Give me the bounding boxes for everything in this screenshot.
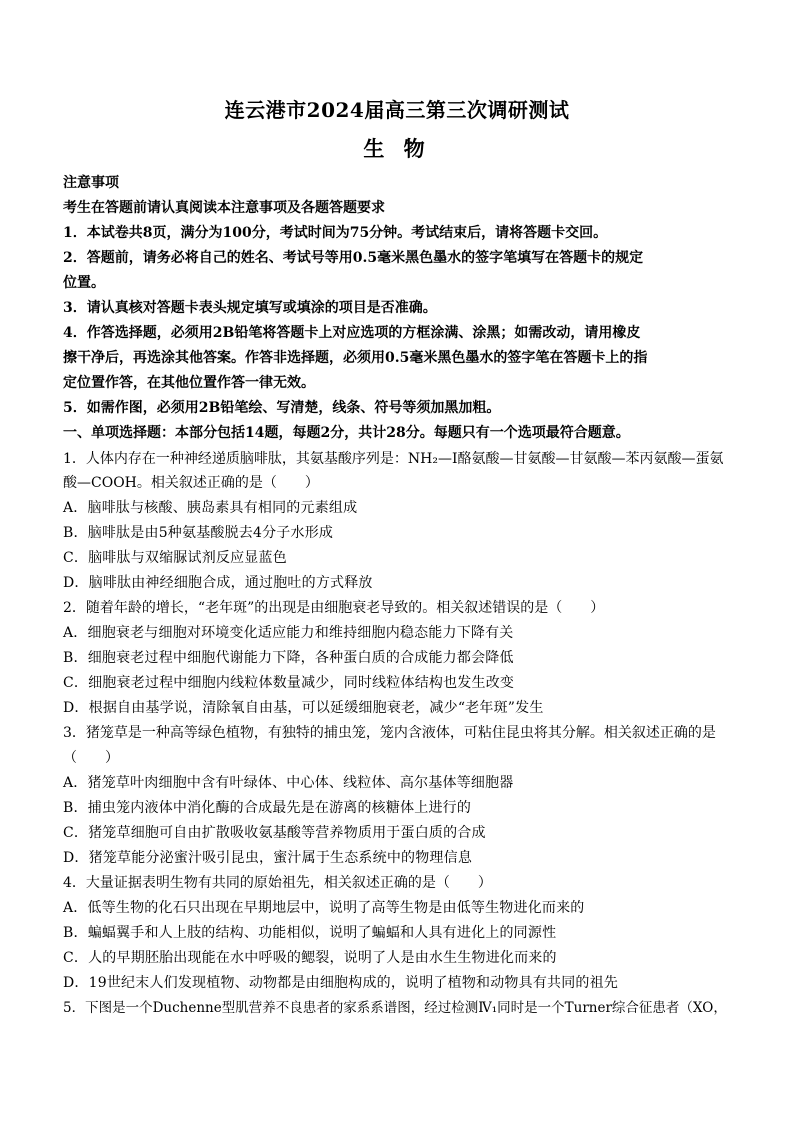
answer-option: D．19世纪末人们发现植物、动物都是由细胞构成的，说明了植物和动物具有共同的祖先 bbox=[63, 975, 619, 991]
answer-option: B．细胞衰老过程中细胞代谢能力下降，各种蛋白质的合成能力都会降低 bbox=[63, 650, 514, 666]
notice-item: 3．请认真核对答题卡表头规定填写或填涂的项目是否准确。 bbox=[63, 300, 437, 316]
notice-item: 4．作答选择题，必须用2B铅笔将答题卡上对应选项的方框涂满、涂黑；如需改动，请用橡皮 bbox=[63, 325, 641, 341]
answer-option: D．根据自由基学说，清除氧自由基，可以延缓细胞衰老，减少“老年斑”发生 bbox=[63, 700, 544, 716]
notice-item: 1．本试卷共8页，满分为100分，考试时间为75分钟。考试结束后，请将答题卡交回。 bbox=[63, 225, 608, 241]
question-stem: （ ） bbox=[63, 750, 119, 766]
answer-option: C．猪笼草细胞可自由扩散吸收氨基酸等营养物质用于蛋白质的合成 bbox=[63, 825, 486, 841]
section-heading: 一、单项选择题：本部分包括14题，每题2分，共计28分。每题只有一个选项最符合题意。 bbox=[63, 425, 630, 441]
answer-option: B．脑啡肽是由5种氨基酸脱去4分子水形成 bbox=[63, 525, 334, 541]
answer-option: A．猪笼草叶肉细胞中含有叶绿体、中心体、线粒体、高尔基体等细胞器 bbox=[63, 775, 514, 791]
answer-option: C．脑啡肽与双缩脲试剂反应显蓝色 bbox=[63, 550, 287, 566]
answer-option: A．脑啡肽与核酸、胰岛素具有相同的元素组成 bbox=[63, 500, 358, 516]
question-stem: 3．猪笼草是一种高等绿色植物，有独特的捕虫笼，笼内含液体，可粘住昆虫将其分解。相关叙述正确的是 bbox=[63, 725, 716, 741]
notice-heading: 注意事项 bbox=[63, 175, 119, 191]
answer-option: A．细胞衰老与细胞对环境变化适应能力和维持细胞内稳态能力下降有关 bbox=[63, 625, 514, 641]
answer-option: C．细胞衰老过程中细胞内线粒体数量减少，同时线粒体结构也发生改变 bbox=[63, 675, 515, 691]
notice-item: 位置。 bbox=[63, 275, 105, 291]
notice-item: 5．如需作图，必须用2B铅笔绘、写清楚，线条、符号等须加黑加粗。 bbox=[63, 400, 501, 416]
exam-title: 连云港市2024届高三第三次调研测试 bbox=[224, 98, 570, 122]
answer-option: B．蝙蝠翼手和人上肢的结构、功能相似，说明了蝙蝠和人具有进化上的同源性 bbox=[63, 925, 557, 941]
answer-option: C．人的早期胚胎出现能在水中呼吸的鳃裂，说明了人是由水生生物进化而来的 bbox=[63, 950, 557, 966]
subject-title: 生 物 bbox=[363, 136, 431, 161]
answer-option: A．低等生物的化石只出现在早期地层中，说明了高等生物是由低等生物进化而来的 bbox=[63, 900, 585, 916]
notice-item: 定位置作答，在其他位置作答一律无效。 bbox=[63, 375, 315, 391]
notice-item: 2．答题前，请务必将自己的姓名、考试号等用0.5毫米黑色墨水的签字笔填写在答题卡的规定 bbox=[63, 250, 644, 266]
answer-option: B．捕虫笼内液体中消化酶的合成最先是在游离的核糖体上进行的 bbox=[63, 800, 472, 816]
question-stem: 酸—COOH。相关叙述正确的是（ ） bbox=[63, 475, 319, 491]
question-stem: 1．人体内存在一种神经递质脑啡肽，其氨基酸序列是：NH₂—Ⅰ酪氨酸—甘氨酸—甘氨酸—苯丙氨酸—蛋氨 bbox=[63, 451, 724, 467]
answer-option: D．猪笼草能分泌蜜汁吸引昆虫，蜜汁属于生态系统中的物理信息 bbox=[63, 850, 473, 866]
question-stem: 2．随着年龄的增长，“老年斑”的出现是由细胞衰老导致的。相关叙述错误的是（ ） bbox=[63, 600, 605, 616]
answer-option: D．脑啡肽由神经细胞合成，通过胞吐的方式释放 bbox=[63, 575, 373, 591]
notice-intro: 考生在答题前请认真阅读本注意事项及各题答题要求 bbox=[63, 200, 385, 216]
question-stem: 5．下图是一个Duchenne型肌营养不良患者的家系系谱图，经过检测Ⅳ₁同时是一个Turner综合征患者（XO， bbox=[63, 1000, 727, 1016]
question-stem: 4．大量证据表明生物有共同的原始祖先，相关叙述正确的是（ ） bbox=[63, 875, 492, 891]
notice-item: 擦干净后，再选涂其他答案。作答非选择题，必须用0.5毫米黑色墨水的签字笔在答题卡上的指 bbox=[63, 350, 648, 366]
